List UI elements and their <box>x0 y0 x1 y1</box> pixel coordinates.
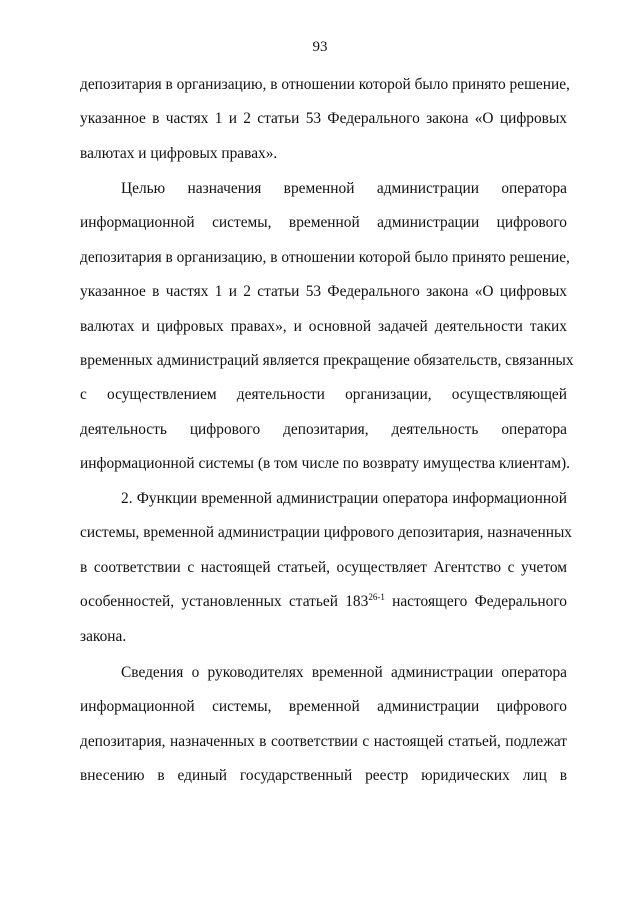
page-number: 93 <box>312 39 328 55</box>
paragraph-continuation <box>80 68 570 171</box>
text-line: Целью назначения временной администрации оператора <box>121 180 567 197</box>
text-line: временных администраций является прекращение обязательств, связанных <box>80 351 574 369</box>
text-line: деятельность цифрового депозитария, деятельность оператора <box>80 420 567 438</box>
text-line: депозитария, назначенных в соответствии с настоящей статьей, подлежат <box>80 732 567 750</box>
text-line: 2. Функции временной администрации оператора информационной <box>121 490 567 507</box>
text-fragment: особенностей, установленных статьей 183 <box>80 593 369 611</box>
text-line: депозитария в организацию, в отношении которой было принято решение, <box>80 248 570 266</box>
text-fragment: настоящего Федерального <box>384 593 567 611</box>
text-line: системы, временной администрации цифрового депозитария, назначенных <box>80 524 572 542</box>
text-line: с осуществлением деятельности организации, осуществляющей <box>80 386 567 404</box>
text-line: информационной системы (в том числе по возврату имущества клиентам). <box>80 455 570 473</box>
text-line: внесению в единый государственный реестр юридических лиц в <box>80 767 567 785</box>
paragraph-functions <box>80 482 572 654</box>
text-line: указанное в частях 1 и 2 статьи 53 Федерального закона «О цифровых <box>80 110 567 128</box>
text-line: депозитария в организацию, в отношении которой было принято решение, <box>80 76 570 93</box>
paragraph-purpose <box>80 172 574 482</box>
text-line-with-superscript <box>80 585 567 619</box>
text-line: Сведения о руководителях временной администрации оператора <box>121 664 567 681</box>
text-line: валютах и цифровых правах», и основной задачей деятельности таких <box>80 317 567 335</box>
article-superscript: 26-1 <box>368 592 385 603</box>
text-line: закона. <box>80 627 127 645</box>
text-line: информационной системы, временной администрации цифрового <box>80 698 567 716</box>
text-line: валютах и цифровых правах». <box>80 144 278 162</box>
paragraph-information <box>80 656 567 794</box>
text-line: указанное в частях 1 и 2 статьи 53 Федерального закона «О цифровых <box>80 283 567 301</box>
text-line: информационной системы, временной администрации цифрового <box>80 214 567 232</box>
text-line: в соответствии с настоящей статьей, осуществляет Агентство с учетом <box>80 558 567 576</box>
